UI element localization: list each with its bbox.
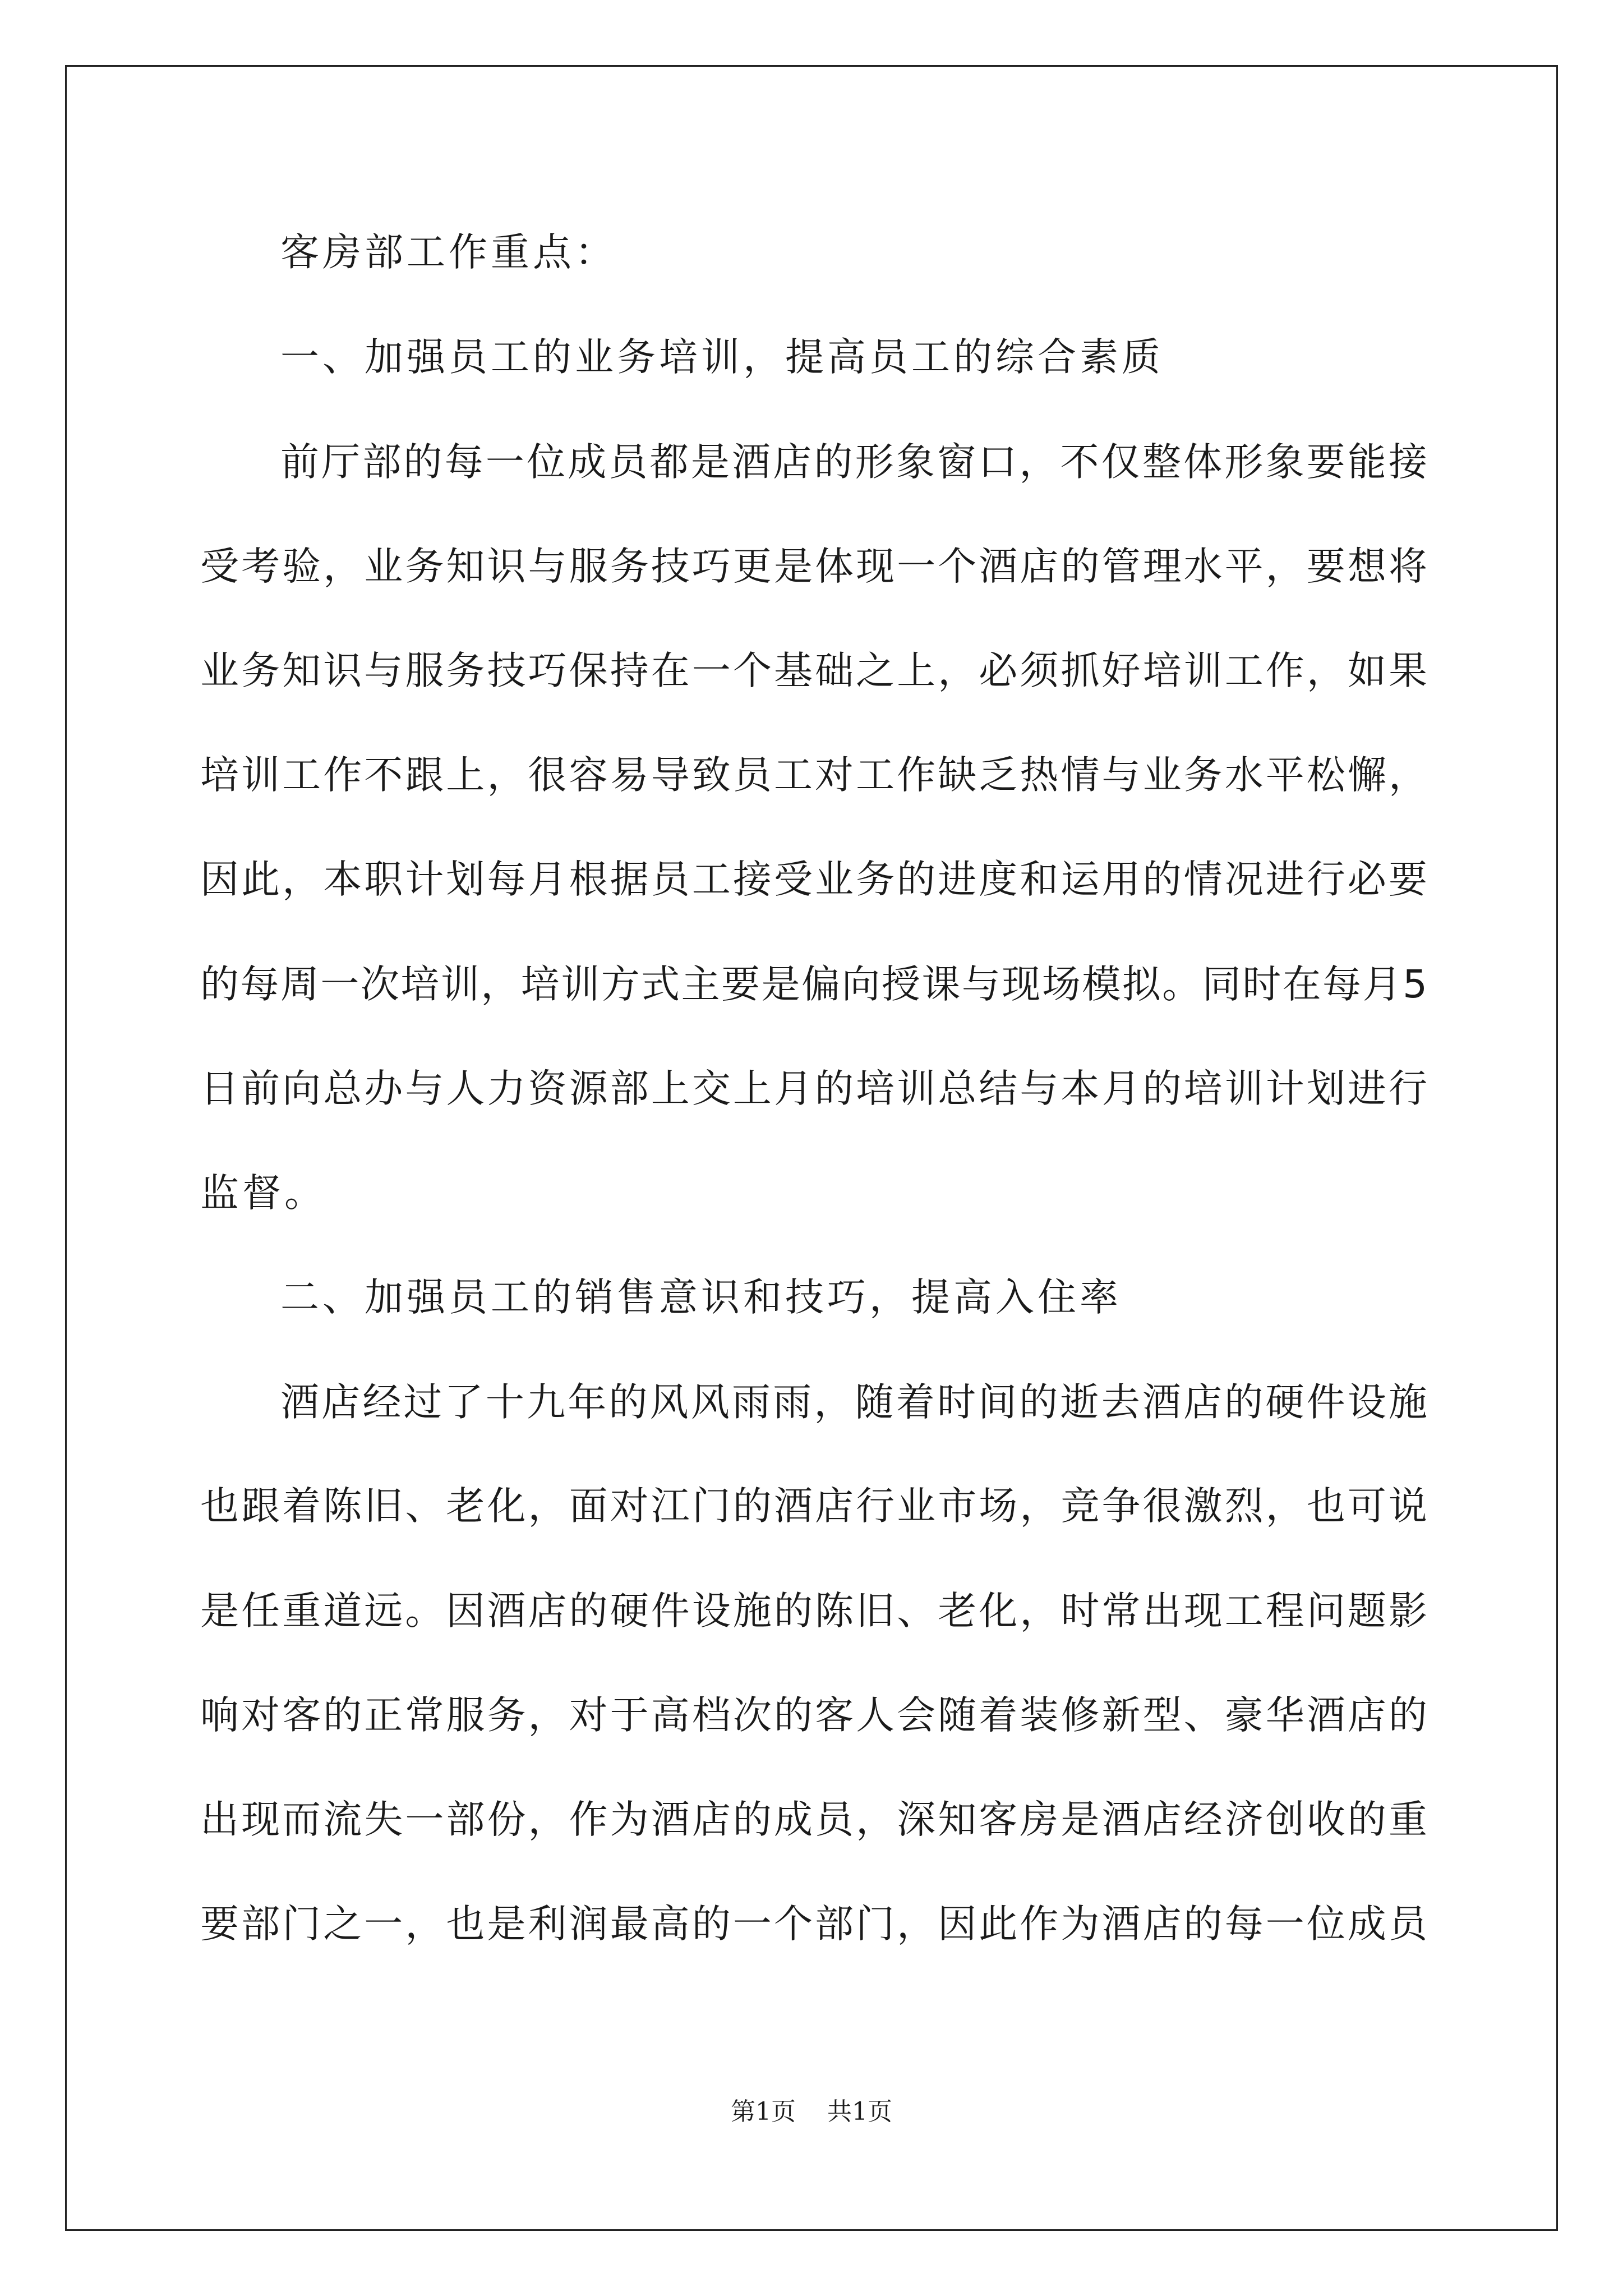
paragraph-line: 监督。 bbox=[200, 1171, 326, 1216]
paragraph-line: 出现而流失一部份，作为酒店的成员，深知客房是酒店经济创收的重 bbox=[200, 1797, 1427, 1842]
section-heading: 一、加强员工的业务培训，提高员工的综合素质 bbox=[280, 335, 1164, 380]
paragraph-line: 酒店经过了十九年的风风雨雨，随着时间的逝去酒店的硬件设施 bbox=[280, 1380, 1427, 1425]
paragraph-line: 的每周一次培训，培训方式主要是偏向授课与现场模拟。同时在每月5 bbox=[200, 962, 1427, 1007]
paragraph-line: 响对客的正常服务，对于高档次的客人会随着装修新型、豪华酒店的 bbox=[200, 1693, 1427, 1738]
paragraph-line: 业务知识与服务技巧保持在一个基础之上，必须抓好培训工作，如果 bbox=[200, 648, 1427, 693]
paragraph-line: 日前向总办与人力资源部上交上月的培训总结与本月的培训计划进行 bbox=[200, 1066, 1427, 1111]
section-heading: 客房部工作重点： bbox=[280, 230, 617, 275]
page-total: 共1页 bbox=[827, 2097, 892, 2126]
paragraph-line: 是任重道远。因酒店的硬件设施的陈旧、老化，时常出现工程问题影 bbox=[200, 1589, 1427, 1634]
paragraph-line: 培训工作不跟上，很容易导致员工对工作缺乏热情与业务水平松懈， bbox=[200, 753, 1427, 798]
page-number: 第1页 bbox=[731, 2097, 796, 2126]
page-footer bbox=[0, 2096, 1623, 2128]
section-heading: 二、加强员工的销售意识和技巧，提高入住率 bbox=[280, 1275, 1122, 1320]
paragraph-line: 受考验，业务知识与服务技巧更是体现一个酒店的管理水平，要想将 bbox=[200, 544, 1427, 589]
paragraph-line: 前厅部的每一位成员都是酒店的形象窗口，不仅整体形象要能接 bbox=[280, 440, 1427, 485]
paragraph-line: 也跟着陈旧、老化，面对江门的酒店行业市场，竞争很激烈，也可说 bbox=[200, 1484, 1427, 1529]
paragraph-line: 要部门之一，也是利润最高的一个部门，因此作为酒店的每一位成员 bbox=[200, 1902, 1427, 1947]
paragraph-line: 因此，本职计划每月根据员工接受业务的进度和运用的情况进行必要 bbox=[200, 857, 1427, 902]
